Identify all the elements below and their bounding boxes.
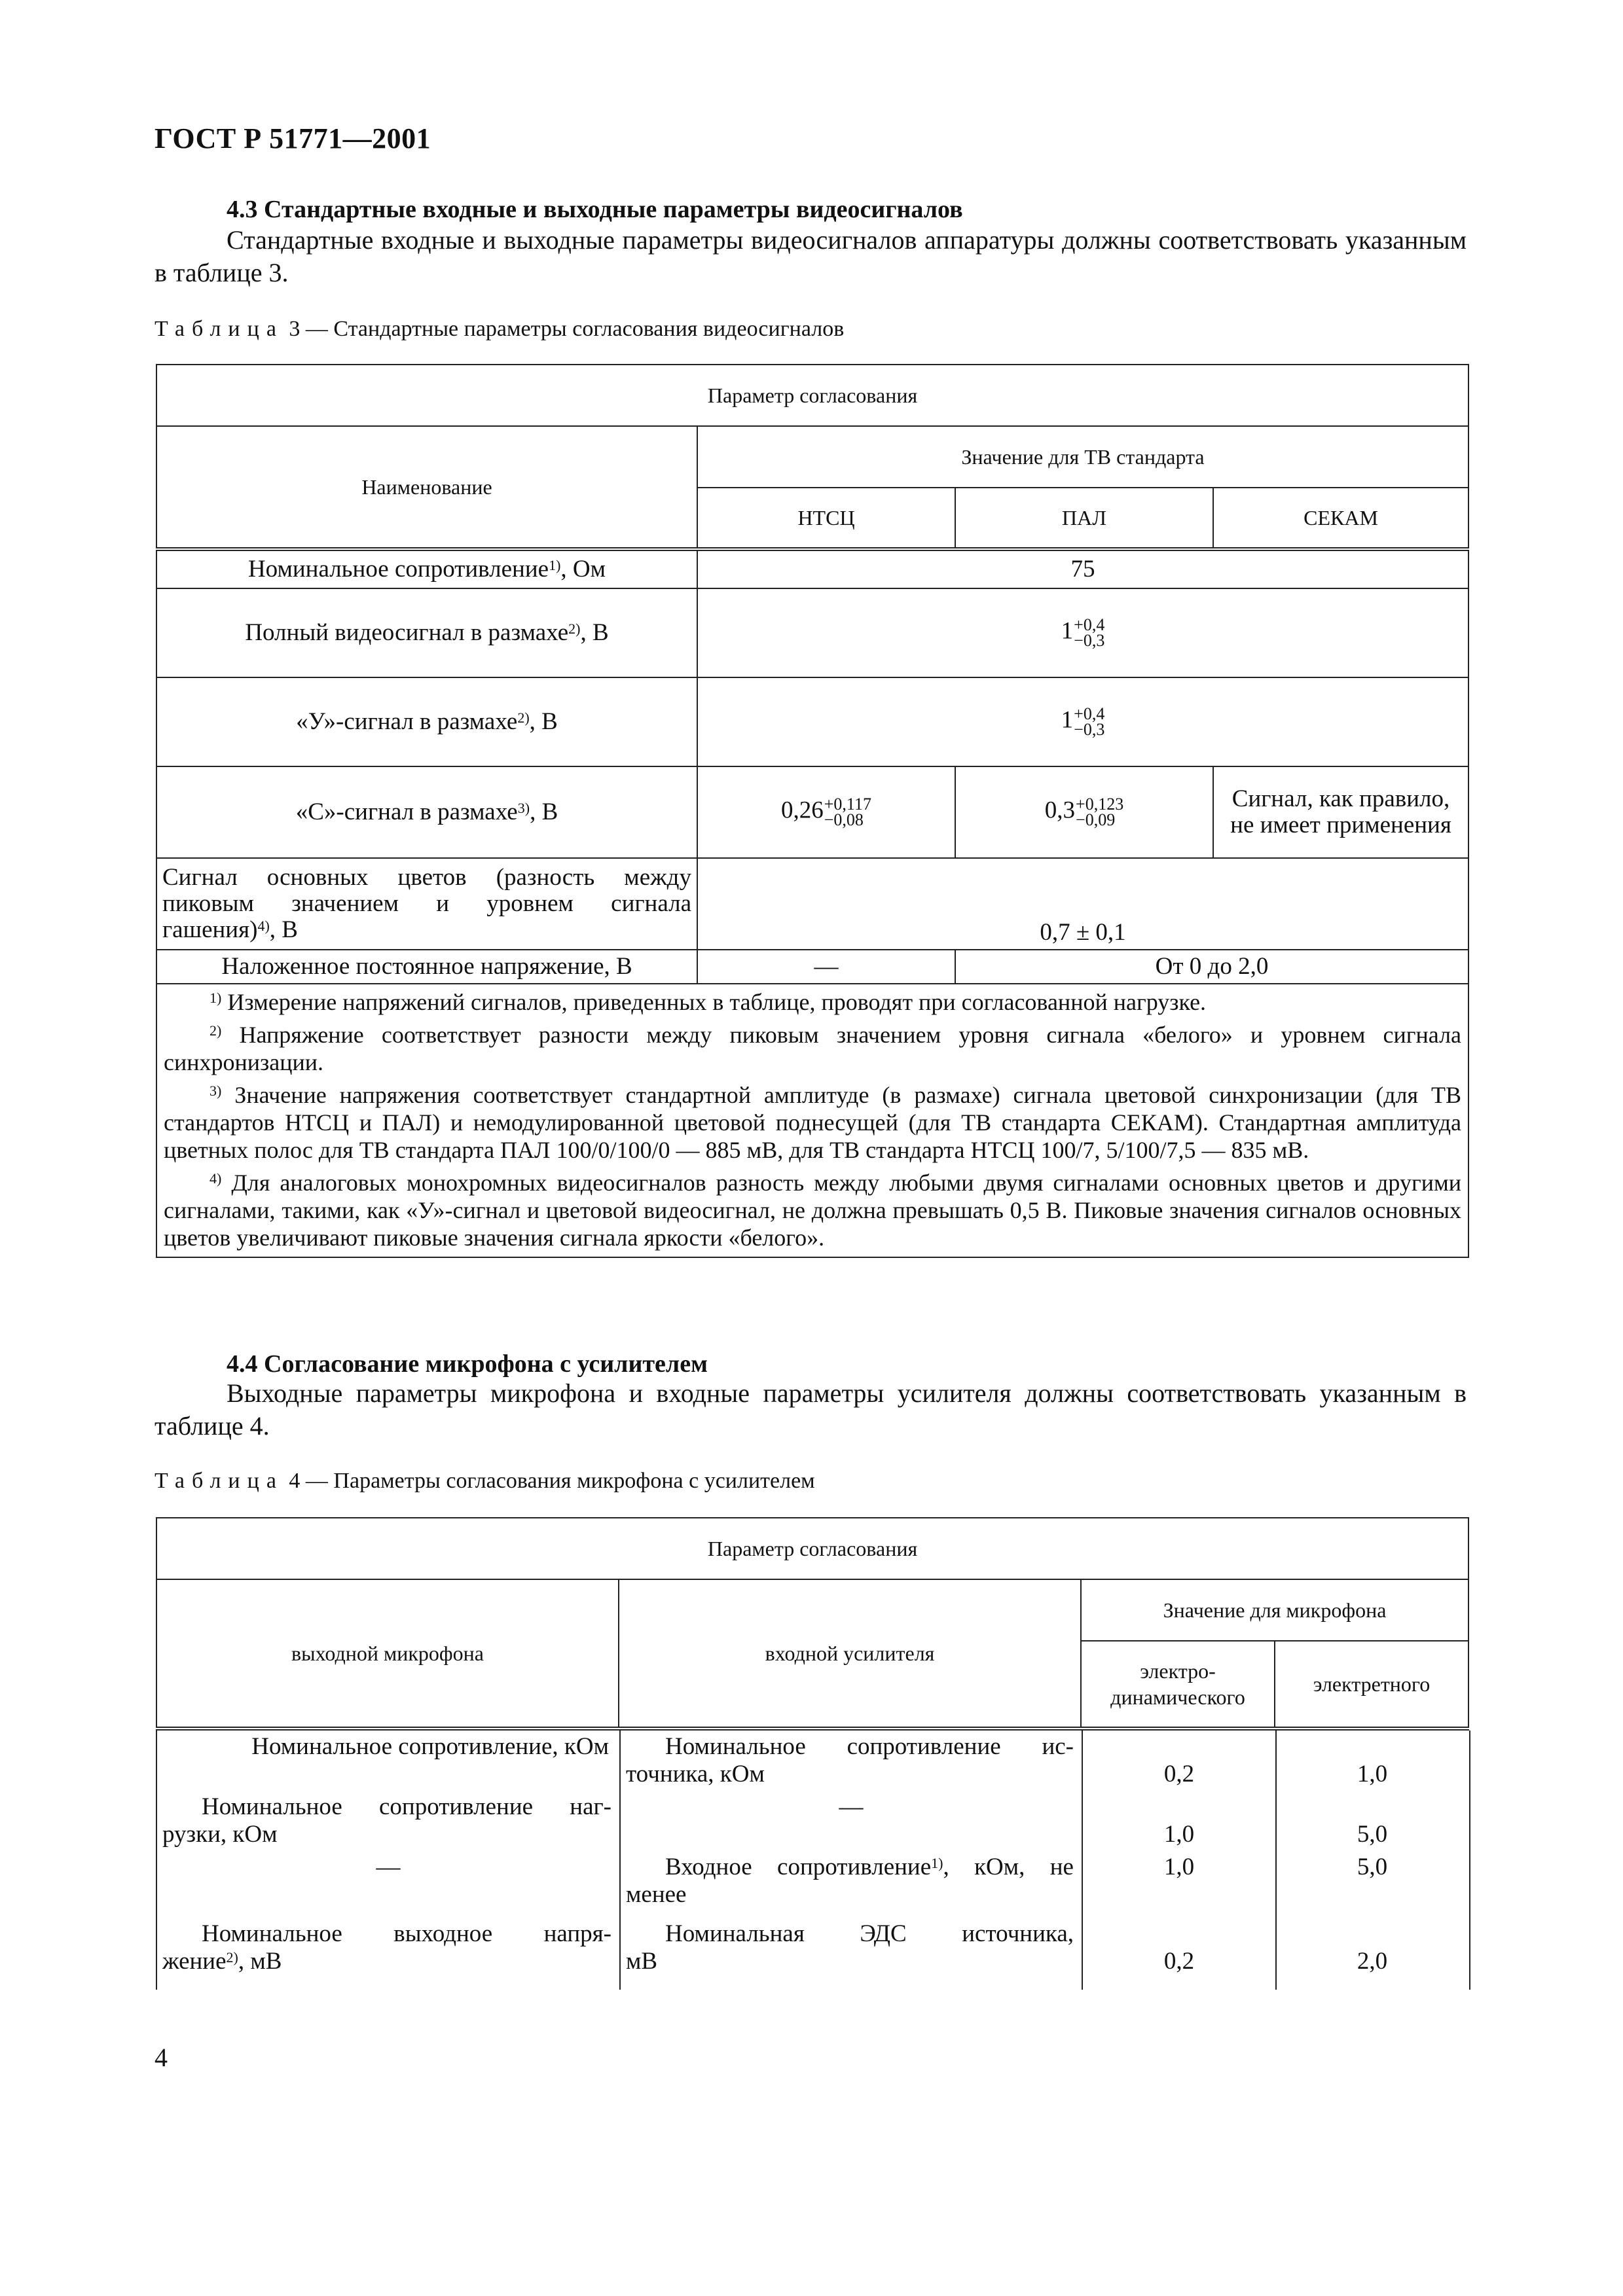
table-3-head-name: Наименование xyxy=(156,426,697,549)
table-4-cell-in xyxy=(626,1733,1074,1788)
section-4-3-paragraph: Стандартные входные и выходные параметры видеосигналов аппаратуры должны соответствовать указанным в таблице 3. xyxy=(155,225,1467,287)
table-4-head-dyn xyxy=(1081,1641,1275,1729)
table-3-cell-pal xyxy=(955,766,1213,858)
head-line: электро- xyxy=(1140,1659,1216,1683)
tolerance xyxy=(824,797,871,828)
table-3-cell-value xyxy=(697,588,1468,677)
table-4-caption-text: 4 — Параметры согласования микрофона с усилителем xyxy=(289,1469,815,1493)
table-4-cell-in: — xyxy=(839,1793,864,1820)
table-3-cell-secam: Сигнал, как правило, не имеет применения xyxy=(1213,766,1468,858)
page-number: 4 xyxy=(155,2043,168,2072)
table-4-cell-dyn: 0,2 xyxy=(1163,1761,1195,1787)
table-3-head-pal: ПАЛ xyxy=(955,488,1213,549)
table-3-notes xyxy=(156,984,1468,1257)
table-3-caption xyxy=(155,317,844,342)
table-3-head-value: Значение для ТВ стандарта xyxy=(697,426,1468,488)
table-3-cell-name xyxy=(156,549,697,588)
row-label: Полный видеосигнал в размахе xyxy=(245,619,569,646)
footnote-4 xyxy=(164,1169,1461,1251)
table-4-cell-dyn: 1,0 xyxy=(1163,1854,1195,1880)
cell-line: Номинальное выходное напря- xyxy=(202,1920,611,1947)
section-4-3-text xyxy=(155,224,1467,289)
footnote-mark: 3) xyxy=(210,1083,222,1099)
table-4-cell-out: Номинальное сопротивление, кОм xyxy=(251,1733,609,1760)
table-row xyxy=(156,549,1468,588)
table-row xyxy=(156,950,1468,984)
table-4-head-value: Значение для микрофона xyxy=(1081,1579,1468,1641)
tolerance xyxy=(1074,617,1104,649)
table-4-cell-elec: 1,0 xyxy=(1357,1761,1388,1787)
tolerance-minus: −0,09 xyxy=(1076,810,1116,829)
cell-text: , мВ xyxy=(238,1948,282,1975)
section-4-4-paragraph: Выходные параметры микрофона и входные параметры усилителя должны соответствовать указанным в таблице 4. xyxy=(155,1378,1467,1441)
head-line: динамического xyxy=(1110,1685,1245,1709)
table-3-cell-ntsc xyxy=(697,766,955,858)
footnote-mark: 2) xyxy=(226,1949,238,1965)
table-3-cell-value xyxy=(697,677,1468,766)
table-3 xyxy=(156,364,1469,1258)
tolerance-minus: −0,08 xyxy=(824,810,864,829)
footnote-mark: 4) xyxy=(257,918,270,934)
tolerance-plus: +0,117 xyxy=(824,795,871,814)
table-4-cell-elec: 5,0 xyxy=(1357,1821,1388,1848)
tolerance xyxy=(1076,797,1123,828)
row-label: «С»-сигнал в размахе xyxy=(295,798,518,825)
tolerance xyxy=(1074,706,1104,738)
table-3-caption-text: 3 — Стандартные параметры согласования видеосигналов xyxy=(289,317,845,341)
table-4-head-elec: электретного xyxy=(1275,1641,1468,1729)
cell-text: жение xyxy=(162,1948,227,1975)
table-4 xyxy=(156,1517,1469,1731)
row-label-line: Сигнал основных цветов (разность между xyxy=(162,864,691,891)
table-3-cell-name: Наложенное постоянное напряжение, В xyxy=(156,950,697,984)
footnote-text: Для аналоговых монохромных видеосигналов разность между любыми двумя сигналами основных цветов и другими сигналами, такими, как «У»-сигнал и цветовой видеосигнал, не должна превышать 0,5 В. Пиковые значения сигналов основных цветов увеличивают пиковые значения сигнала яркости «белого». xyxy=(164,1170,1462,1251)
table-4-cell-out xyxy=(162,1920,611,1975)
table-3-caption-word: Таблица xyxy=(155,317,283,341)
cell-line: точника, кОм xyxy=(626,1761,765,1787)
row-unit: , В xyxy=(530,798,558,825)
table-3-cell-name xyxy=(156,677,697,766)
table-3-cell-pal-secam: От 0 до 2,0 xyxy=(955,950,1468,984)
section-4-4-text xyxy=(155,1377,1467,1443)
table-3-cell-value: 0,7 ± 0,1 xyxy=(697,858,1468,950)
row-unit: , В xyxy=(529,708,558,735)
table-row xyxy=(156,588,1468,677)
footnote-mark: 2) xyxy=(568,620,581,637)
table-3-head-secam: СЕКАМ xyxy=(1213,488,1468,549)
cell-text: Входное сопротивление xyxy=(665,1854,932,1880)
table-3-cell-name xyxy=(156,858,697,950)
row-unit: , В xyxy=(580,619,609,646)
table-4-cell-in xyxy=(626,1920,1074,1975)
table-4-col-divider xyxy=(619,1731,621,1990)
footnote-mark: 2) xyxy=(210,1022,222,1039)
footnote-mark: 4) xyxy=(210,1170,222,1187)
row-label: «У»-сигнал в размахе xyxy=(296,708,518,735)
footnote-text: Значение напряжения соответствует стандартной амплитуде (в размахе) сигнала цветовой синхронизации (для ТВ стандартов НТСЦ и ПАЛ) и немодулированной цветовой поднесущей (для ТВ стандарта СЕКАМ). Стандартная амплитуда цветных полос для ТВ стандарта ПАЛ 100/0/100/0 — 885 мВ, для ТВ стандарта НТСЦ 100/7, 5/100/7,5 — 835 мВ. xyxy=(164,1082,1462,1163)
table-3-notes-cell xyxy=(156,984,1468,1257)
tolerance-plus: +0,123 xyxy=(1076,795,1124,814)
table-4-caption xyxy=(155,1469,815,1494)
row-label-line: пиковым значением и уровнем сигнала xyxy=(162,890,691,917)
table-4-head-out: выходной микрофона xyxy=(156,1579,619,1729)
footnote-mark: 1) xyxy=(549,557,561,573)
cell-line xyxy=(162,1948,611,1975)
row-label: Номинальное сопротивление xyxy=(247,556,549,583)
table-3-head-param: Параметр согласования xyxy=(156,365,1468,426)
table-4-caption-word: Таблица xyxy=(155,1469,283,1493)
table-row xyxy=(156,766,1468,858)
table-row xyxy=(156,858,1468,950)
value-base: 1 xyxy=(1061,617,1074,645)
table-3-head-ntsc: НТСЦ xyxy=(697,488,955,549)
value-base: 1 xyxy=(1061,706,1074,734)
tolerance-plus: +0,4 xyxy=(1074,615,1105,634)
cell-line xyxy=(626,1854,1074,1881)
table-4-cell-elec: 2,0 xyxy=(1357,1948,1388,1975)
row-unit: , В xyxy=(269,916,298,943)
table-4-body xyxy=(156,1731,1470,1990)
cell-line: Номинальное сопротивление ис- xyxy=(665,1733,1074,1760)
footnote-mark: 3) xyxy=(517,800,530,816)
cell-line: менее xyxy=(626,1881,687,1908)
table-3-cell-value: 75 xyxy=(697,549,1468,588)
footnote-2 xyxy=(164,1021,1461,1076)
table-4-cell-out: — xyxy=(376,1854,401,1880)
table-4-cell-dyn: 0,2 xyxy=(1163,1948,1195,1975)
value-base: 0,3 xyxy=(1044,797,1076,824)
section-4-4-title: 4.4 Согласование микрофона с усилителем xyxy=(227,1350,708,1378)
footnote-1 xyxy=(164,988,1461,1016)
section-4-3-title: 4.3 Стандартные входные и выходные параметры видеосигналов xyxy=(227,196,963,223)
footnote-text: Измерение напряжений сигналов, приведенных в таблице, проводят при согласованной нагрузке. xyxy=(227,989,1207,1015)
table-3-cell-ntsc: — xyxy=(697,950,955,984)
cell-line: мВ xyxy=(626,1948,658,1975)
cell-line: рузки, кОм xyxy=(162,1821,278,1848)
row-unit: , Ом xyxy=(560,556,606,583)
table-3-cell-name xyxy=(156,588,697,677)
footnote-text: Напряжение соответствует разности между пиковым значением уровня сигнала «белого» и уровнем сигнала синхронизации. xyxy=(164,1022,1462,1075)
value-base: 0,26 xyxy=(781,797,824,824)
table-4-head-in: входной усилителя xyxy=(619,1579,1081,1729)
cell-line: Номинальное сопротивление наг- xyxy=(202,1793,611,1820)
table-row xyxy=(156,677,1468,766)
footnote-mark: 1) xyxy=(931,1855,943,1871)
table-4-cell-dyn: 1,0 xyxy=(1163,1821,1195,1848)
tolerance-minus: −0,3 xyxy=(1074,631,1105,650)
footnote-mark: 1) xyxy=(210,990,222,1006)
row-label-line: гашения) xyxy=(162,916,258,943)
table-4-cell-in xyxy=(626,1854,1074,1909)
footnote-mark: 2) xyxy=(517,709,530,726)
table-3-cell-name xyxy=(156,766,697,858)
table-4-cell-out xyxy=(162,1793,611,1848)
tolerance-plus: +0,4 xyxy=(1074,704,1105,723)
cell-text: , кОм, не xyxy=(943,1854,1074,1880)
table-4-cell-elec: 5,0 xyxy=(1357,1854,1388,1880)
footnote-3 xyxy=(164,1081,1461,1164)
cell-line: Номинальная ЭДС источника, xyxy=(665,1920,1074,1947)
tolerance-minus: −0,3 xyxy=(1074,720,1105,739)
document-header: ГОСТ Р 51771—2001 xyxy=(155,122,431,154)
table-4-head-param: Параметр согласования xyxy=(156,1518,1468,1579)
